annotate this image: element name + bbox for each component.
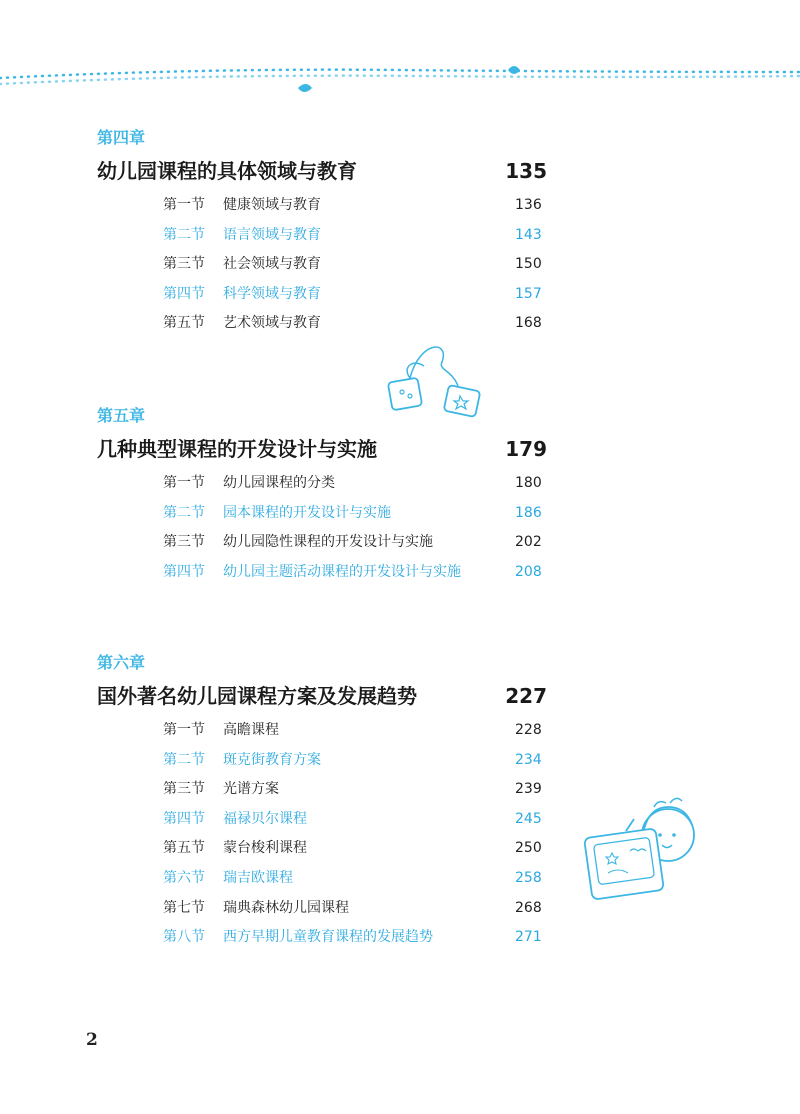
chapter-title[interactable]: 几种典型课程的开发设计与实施: [97, 437, 377, 461]
toc-entry[interactable]: [97, 280, 557, 310]
section-title: 高瞻课程: [223, 722, 279, 738]
section-number: 第七节: [163, 899, 205, 916]
toc-entry[interactable]: [97, 923, 557, 953]
chapter-page: 227: [505, 684, 547, 708]
section-title: 蒙台梭利课程: [223, 840, 307, 857]
toc-entry[interactable]: [97, 775, 557, 805]
chapter-page: 135: [505, 159, 547, 183]
section-number: 第一节: [163, 475, 205, 491]
section-title: 社会领域与教育: [223, 256, 321, 273]
dotted-wave-decoration: [0, 50, 800, 110]
section-number: 第四节: [163, 285, 205, 302]
section-title: 瑞典森林幼儿园课程: [223, 899, 349, 916]
section-page: 271: [515, 929, 542, 946]
section-number: 第五节: [163, 315, 205, 332]
toc-entry[interactable]: [97, 221, 557, 251]
toc-entry[interactable]: [97, 191, 557, 221]
chapter-page: 179: [505, 437, 547, 461]
section-page: 150: [515, 256, 542, 273]
section-title: 福禄贝尔课程: [223, 810, 307, 827]
toc-entry[interactable]: [97, 469, 557, 499]
toc-entry[interactable]: [97, 250, 557, 280]
section-number: 第三节: [163, 781, 205, 798]
section-page: 245: [515, 810, 542, 827]
girl-with-drawing-board-illustration: [578, 795, 708, 905]
chapter-title-row[interactable]: [97, 680, 557, 712]
section-number: 第六节: [163, 869, 205, 886]
section-page: 136: [515, 197, 542, 213]
chapter-title-row[interactable]: [97, 155, 557, 187]
section-title: 健康领域与教育: [223, 197, 321, 213]
toc-entry[interactable]: [97, 309, 557, 339]
section-page: 258: [515, 869, 542, 886]
toc-entry[interactable]: [97, 746, 557, 776]
section-page: 202: [515, 534, 542, 551]
section-title: 艺术领域与教育: [223, 315, 321, 332]
section-list: [97, 469, 557, 587]
chapter-title[interactable]: 幼儿园课程的具体领域与教育: [97, 159, 357, 183]
section-page: 186: [515, 504, 542, 521]
toc-entry[interactable]: [97, 864, 557, 894]
toc-entry[interactable]: [97, 894, 557, 924]
section-title: 幼儿园课程的分类: [223, 475, 335, 491]
section-page: 228: [515, 722, 542, 738]
section-page: 143: [515, 226, 542, 243]
section-page: 180: [515, 475, 542, 491]
section-number: 第三节: [163, 534, 205, 551]
section-title: 幼儿园隐性课程的开发设计与实施: [223, 534, 433, 551]
section-number: 第四节: [163, 810, 205, 827]
chapter-4: [97, 127, 557, 339]
leaf-icon: [298, 84, 312, 92]
section-page: 234: [515, 751, 542, 768]
section-number: 第一节: [163, 197, 205, 213]
section-number: 第二节: [163, 504, 205, 521]
section-list: [97, 191, 557, 339]
section-page: 168: [515, 315, 542, 332]
toc-entry[interactable]: [97, 834, 557, 864]
toc-entry[interactable]: [97, 528, 557, 558]
chapter-6: [97, 652, 557, 953]
section-page: 208: [515, 563, 542, 580]
toc-entry[interactable]: [97, 499, 557, 529]
chapter-title-row[interactable]: [97, 433, 557, 465]
section-page: 268: [515, 899, 542, 916]
section-number: 第二节: [163, 226, 205, 243]
section-title: 科学领域与教育: [223, 285, 321, 302]
section-number: 第八节: [163, 929, 205, 946]
chapter-title[interactable]: 国外著名幼儿园课程方案及发展趋势: [97, 684, 417, 708]
chapter-label: 第六章: [97, 653, 146, 672]
toc-entry[interactable]: [97, 716, 557, 746]
section-title: 西方早期儿童教育课程的发展趋势: [223, 929, 433, 946]
section-title: 瑞吉欧课程: [223, 869, 293, 886]
section-number: 第四节: [163, 563, 205, 580]
section-number: 第三节: [163, 256, 205, 273]
section-page: 157: [515, 285, 542, 302]
leaf-icon: [508, 66, 520, 74]
section-title: 园本课程的开发设计与实施: [223, 504, 391, 521]
page-number: 2: [86, 1030, 98, 1050]
section-list: [97, 716, 557, 953]
section-number: 第二节: [163, 751, 205, 768]
section-title: 光谱方案: [223, 781, 279, 798]
section-title: 斑克街教育方案: [223, 751, 321, 768]
chapter-label: 第四章: [97, 128, 146, 147]
section-number: 第一节: [163, 722, 205, 738]
section-page: 250: [515, 840, 542, 857]
toc-entry[interactable]: [97, 805, 557, 835]
section-page: 239: [515, 781, 542, 798]
chapter-5: [97, 405, 557, 587]
section-title: 语言领域与教育: [223, 226, 321, 243]
toc-entry[interactable]: [97, 558, 557, 588]
section-number: 第五节: [163, 840, 205, 857]
section-title: 幼儿园主题活动课程的开发设计与实施: [223, 563, 461, 580]
chapter-label: 第五章: [97, 406, 146, 425]
